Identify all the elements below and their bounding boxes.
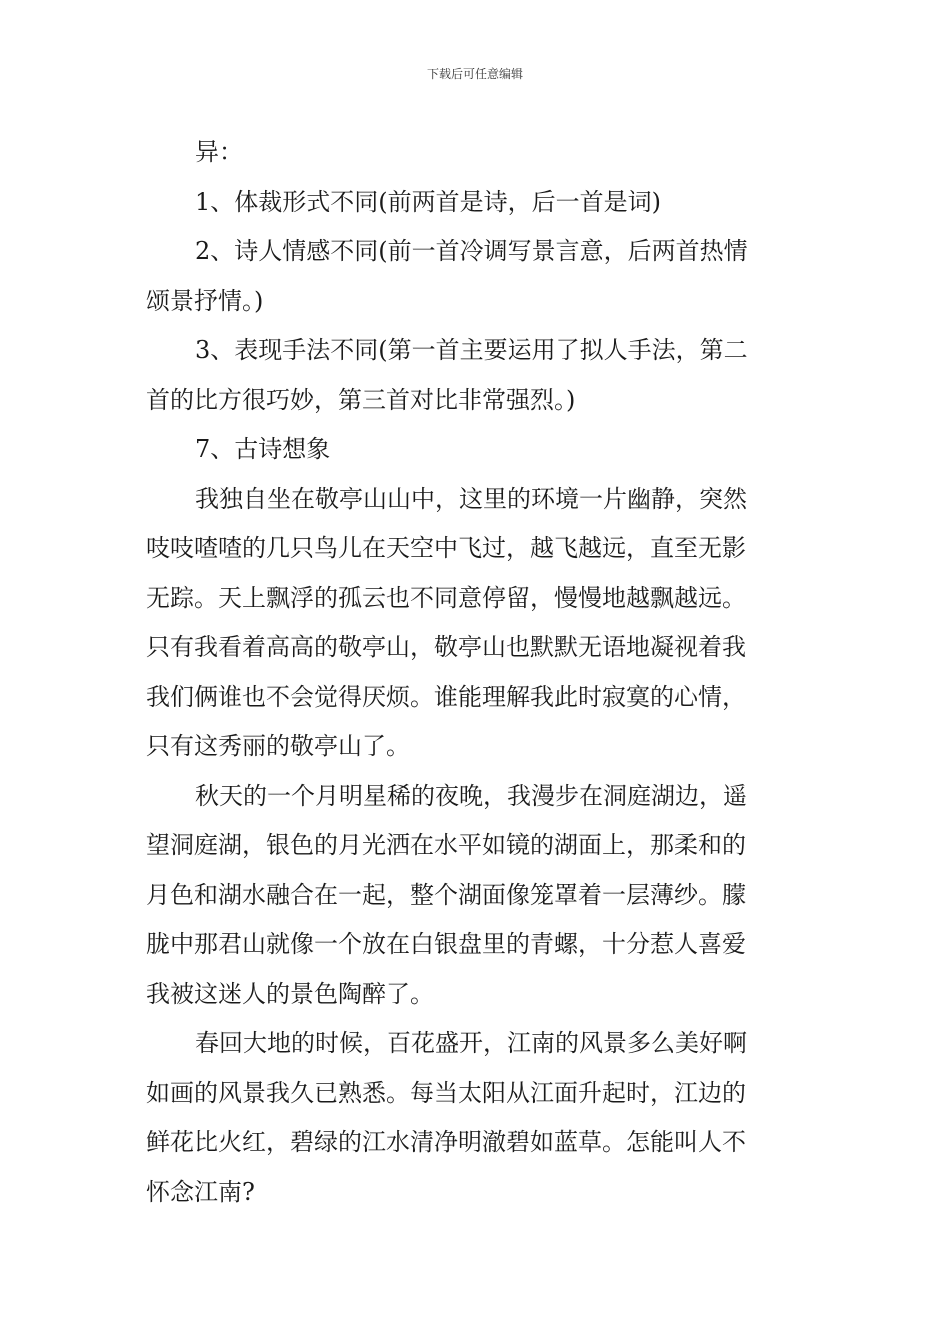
- text-line: 春回大地的时候，百花盛开，江南的风景多么美好啊: [195, 1029, 747, 1057]
- text-line: 鲜花比火红，碧绿的江水清净明澈碧如蓝草。怎能叫人不: [146, 1128, 746, 1156]
- text-line: 月色和湖水融合在一起，整个湖面像笼罩着一层薄纱。朦: [146, 880, 746, 909]
- section-heading: 7、古诗想象: [195, 435, 331, 463]
- text-line: 怀念江南?: [146, 1177, 255, 1206]
- text-line: 望洞庭湖，银色的月光洒在水平如镜的湖面上，那柔和的: [146, 831, 746, 859]
- text-line: 1、体裁形式不同(前两首是诗，后一首是词): [195, 187, 661, 216]
- text-line: 3、表现手法不同(第一首主要运用了拟人手法，第二: [195, 336, 748, 364]
- text-line: 无踪。天上飘浮的孤云也不同意停留，慢慢地越飘越远。: [146, 583, 746, 612]
- text-line: 我们俩谁也不会觉得厌烦。谁能理解我此时寂寞的心情，: [146, 682, 746, 711]
- page-header: 下载后可任意编辑: [426, 67, 523, 81]
- text-line: 我独自坐在敬亭山山中，这里的环境一片幽静，突然: [195, 484, 747, 513]
- text-line: 只有我看着高高的敬亭山，敬亭山也默默无语地凝视着我: [146, 633, 746, 661]
- text-line: 2、诗人情感不同(前一首冷调写景言意，后两首热情: [195, 237, 748, 265]
- text-line: 我被这迷人的景色陶醉了。: [146, 979, 434, 1008]
- document-body: [146, 128, 810, 1217]
- text-line: 异：: [195, 138, 243, 166]
- text-line: 秋天的一个月明星稀的夜晚，我漫步在洞庭湖边，遥: [195, 781, 747, 810]
- text-line: 如画的风景我久已熟悉。每当太阳从江面升起时，江边的: [146, 1078, 746, 1107]
- text-line: 首的比方很巧妙，第三首对比非常强烈。): [146, 385, 576, 414]
- text-line: 颂景抒情。): [146, 286, 264, 315]
- text-line: 只有这秀丽的敬亭山了。: [146, 732, 410, 760]
- text-line: 胧中那君山就像一个放在白银盘里的青螺，十分惹人喜爱: [146, 930, 746, 958]
- text-line: 吱吱喳喳的几只鸟儿在天空中飞过，越飞越远，直至无影: [146, 534, 746, 562]
